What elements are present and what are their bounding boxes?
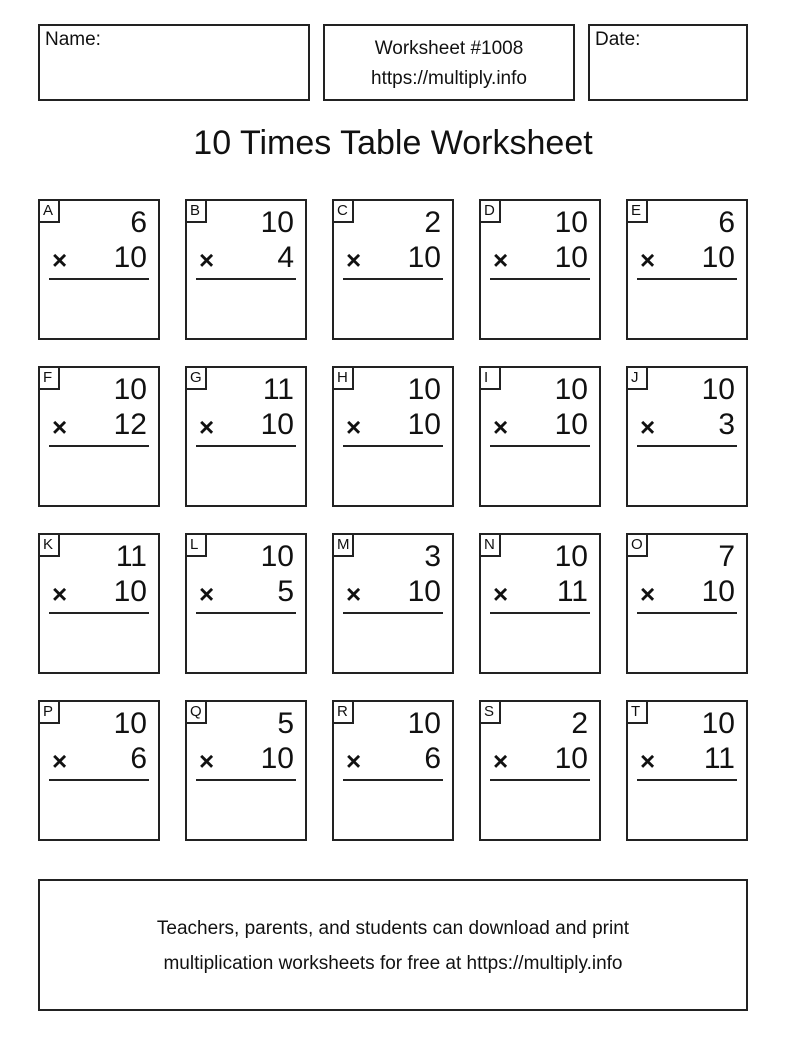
times-icon: × <box>199 412 215 442</box>
multiplier: 6 <box>130 742 147 775</box>
multiplicand: 10 <box>113 373 147 406</box>
answer-line <box>490 278 590 280</box>
answer-line <box>196 278 296 280</box>
problem-letter: C <box>334 201 354 223</box>
answer-line <box>196 445 296 447</box>
times-icon: × <box>346 746 362 776</box>
problem-letter: S <box>481 702 501 724</box>
problem-card[interactable] <box>626 533 748 674</box>
multiplier: 10 <box>407 408 441 441</box>
multiplier: 5 <box>277 575 294 608</box>
times-icon: × <box>52 579 68 609</box>
times-icon: × <box>640 579 656 609</box>
multiplicand: 2 <box>424 206 441 239</box>
problem-letter: B <box>187 201 207 223</box>
multiplicand: 10 <box>260 540 294 573</box>
problem-card[interactable] <box>332 366 454 507</box>
answer-line <box>343 779 443 781</box>
multiplicand: 10 <box>554 540 588 573</box>
multiplicand: 10 <box>260 206 294 239</box>
answer-line <box>637 278 737 280</box>
answer-line <box>49 779 149 781</box>
problem-letter: L <box>187 535 207 557</box>
problem-letter: F <box>40 368 60 390</box>
problem-letter: N <box>481 535 501 557</box>
multiplicand: 10 <box>407 707 441 740</box>
multiplier: 6 <box>424 742 441 775</box>
answer-line <box>637 612 737 614</box>
answer-line <box>490 445 590 447</box>
answer-line <box>49 612 149 614</box>
problem-card[interactable] <box>626 366 748 507</box>
answer-line <box>490 779 590 781</box>
problem-card[interactable] <box>185 700 307 841</box>
times-icon: × <box>199 746 215 776</box>
multiplicand: 10 <box>554 206 588 239</box>
problem-card[interactable] <box>38 199 160 340</box>
worksheet-number: Worksheet #1008 <box>374 38 524 59</box>
answer-line <box>196 612 296 614</box>
problem-letter: D <box>481 201 501 223</box>
multiplier: 10 <box>554 742 588 775</box>
problem-card[interactable] <box>185 199 307 340</box>
problem-letter: J <box>628 368 648 390</box>
name-field-box[interactable] <box>38 24 310 101</box>
problem-card[interactable] <box>332 533 454 674</box>
multiplier: 10 <box>554 241 588 274</box>
problem-card[interactable] <box>38 366 160 507</box>
times-icon: × <box>52 412 68 442</box>
multiplicand: 2 <box>571 707 588 740</box>
worksheet-url: https://multiply.info <box>371 68 527 89</box>
problem-card[interactable] <box>185 366 307 507</box>
answer-line <box>637 445 737 447</box>
problem-letter: A <box>40 201 60 223</box>
problem-card[interactable] <box>185 533 307 674</box>
times-icon: × <box>199 245 215 275</box>
problem-card[interactable] <box>626 700 748 841</box>
answer-line <box>196 779 296 781</box>
problem-letter: Q <box>187 702 207 724</box>
problem-letter: E <box>628 201 648 223</box>
answer-line <box>637 779 737 781</box>
date-field-box[interactable] <box>588 24 748 101</box>
times-icon: × <box>640 412 656 442</box>
problem-letter: I <box>481 368 501 390</box>
multiplicand: 6 <box>718 206 735 239</box>
multiplier: 10 <box>113 241 147 274</box>
multiplicand: 11 <box>262 373 294 406</box>
multiplier: 10 <box>407 575 441 608</box>
multiplicand: 10 <box>554 373 588 406</box>
times-icon: × <box>493 412 509 442</box>
name-label: Name: <box>45 29 101 50</box>
footer-line-1: Teachers, parents, and students can download and print <box>156 918 630 939</box>
problem-letter: T <box>628 702 648 724</box>
answer-line <box>343 445 443 447</box>
multiplicand: 11 <box>115 540 147 573</box>
times-icon: × <box>52 245 68 275</box>
problem-letter: H <box>334 368 354 390</box>
multiplier: 12 <box>113 408 147 441</box>
date-label: Date: <box>595 29 641 50</box>
multiplier: 10 <box>113 575 147 608</box>
multiplicand: 10 <box>701 373 735 406</box>
problem-card[interactable] <box>332 700 454 841</box>
answer-line <box>49 445 149 447</box>
problem-letter: G <box>187 368 207 390</box>
times-icon: × <box>346 412 362 442</box>
problem-card[interactable] <box>626 199 748 340</box>
page-title: 10 Times Table Worksheet <box>193 124 593 162</box>
multiplicand: 7 <box>718 540 735 573</box>
times-icon: × <box>346 245 362 275</box>
multiplier: 10 <box>554 408 588 441</box>
problem-letter: K <box>40 535 60 557</box>
problem-card[interactable] <box>332 199 454 340</box>
worksheet-info-box <box>323 24 575 101</box>
multiplier: 10 <box>260 742 294 775</box>
problem-card[interactable] <box>479 533 601 674</box>
multiplier: 10 <box>701 575 735 608</box>
multiplier: 3 <box>718 408 735 441</box>
multiplier: 4 <box>277 241 294 274</box>
footer-note <box>38 879 748 1011</box>
answer-line <box>490 612 590 614</box>
answer-line <box>343 612 443 614</box>
multiplier: 10 <box>701 241 735 274</box>
multiplier: 11 <box>556 575 588 608</box>
multiplier: 10 <box>260 408 294 441</box>
answer-line <box>343 278 443 280</box>
answer-line <box>49 278 149 280</box>
multiplicand: 10 <box>113 707 147 740</box>
problem-card[interactable] <box>479 700 601 841</box>
multiplicand: 10 <box>701 707 735 740</box>
times-icon: × <box>52 746 68 776</box>
times-icon: × <box>493 746 509 776</box>
problem-letter: P <box>40 702 60 724</box>
multiplicand: 5 <box>277 707 294 740</box>
problem-card[interactable] <box>38 533 160 674</box>
problem-card[interactable] <box>38 700 160 841</box>
times-icon: × <box>493 245 509 275</box>
problem-card[interactable] <box>479 366 601 507</box>
times-icon: × <box>346 579 362 609</box>
multiplicand: 6 <box>130 206 147 239</box>
times-icon: × <box>640 245 656 275</box>
footer-line-2: multiplication worksheets for free at https://multiply.info <box>163 953 623 974</box>
multiplicand: 3 <box>424 540 441 573</box>
problem-letter: M <box>334 535 354 557</box>
multiplier: 10 <box>407 241 441 274</box>
multiplier: 11 <box>703 742 735 775</box>
problem-letter: R <box>334 702 354 724</box>
problem-card[interactable] <box>479 199 601 340</box>
multiplicand: 10 <box>407 373 441 406</box>
times-icon: × <box>493 579 509 609</box>
problem-letter: O <box>628 535 648 557</box>
times-icon: × <box>640 746 656 776</box>
times-icon: × <box>199 579 215 609</box>
